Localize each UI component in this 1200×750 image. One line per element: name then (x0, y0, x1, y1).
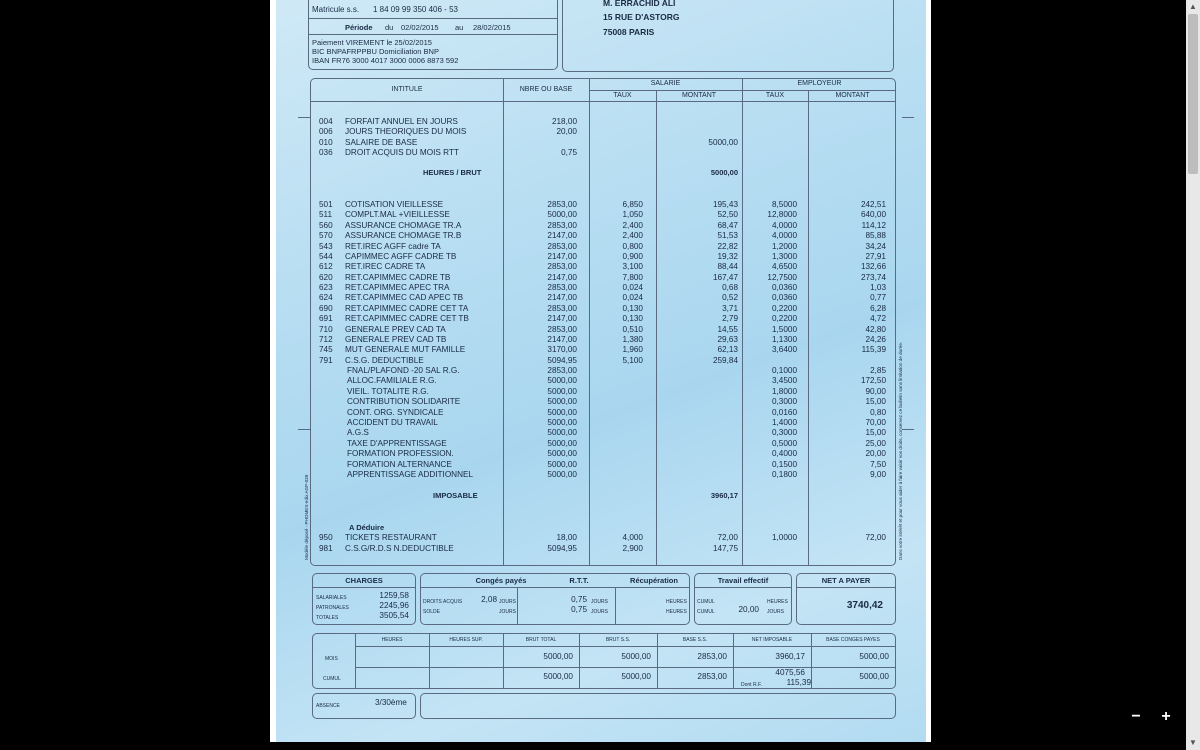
row-code: 036 (319, 148, 333, 158)
travail-divider (695, 587, 791, 588)
row-base: 2147,00 (547, 272, 577, 282)
row-em: 9,00 (870, 469, 886, 479)
row-st: 2,400 (622, 231, 643, 241)
row-base: 20,00 (556, 127, 577, 137)
row-label: TAXE D'APPRENTISSAGE (347, 438, 447, 448)
cumuls-mois-value: 2853,00 (697, 652, 727, 661)
row-code: 624 (319, 293, 333, 303)
row-base: 2853,00 (547, 324, 577, 334)
col-divider-base (589, 79, 590, 565)
row-em: 640,00 (860, 210, 886, 220)
row-st: 1,960 (622, 345, 643, 355)
brut-label: HEURES / BRUT (423, 168, 482, 177)
row-code: 511 (319, 210, 333, 220)
row-sm: 195,43 (712, 200, 738, 209)
row-label: ALLOC.FAMILIALE R.G. (347, 376, 437, 386)
row-sm: 88,44 (717, 262, 738, 272)
row-base: 2853,00 (547, 366, 577, 376)
cumuls-box (312, 633, 896, 689)
row-st: 1,380 (622, 334, 643, 344)
row-sm: 62,13 (717, 345, 738, 355)
row-base: 2853,00 (547, 262, 577, 272)
row-em: 2,85 (870, 366, 886, 376)
row-label: JOURS THEORIQUES DU MOIS (345, 127, 467, 137)
cumuls-mois-value: 5000,00 (621, 652, 651, 661)
charges-title: CHARGES (345, 576, 383, 585)
row-et: 0,5000 (771, 438, 797, 448)
row-em: 90,00 (865, 386, 886, 396)
row-label: CONT. ORG. SYNDICALE (347, 407, 444, 417)
row-sm: 68,47 (717, 220, 738, 230)
row-sm: 29,63 (717, 334, 738, 344)
cumuls-header: NET IMPOSABLE (751, 637, 793, 643)
row-st: 3,100 (622, 262, 643, 272)
row-et: 0,3000 (771, 397, 797, 407)
row-label: CONTRIBUTION SOLIDARITE (347, 397, 461, 407)
cumuls-header: HEURES SUP. (449, 637, 483, 643)
row-em: 242,51 (860, 200, 886, 209)
recup-heures-2: HEURES (666, 609, 687, 615)
row-label: RET.CAPIMMEC CADRE TB (345, 272, 451, 282)
employee-city: 75008 PARIS (603, 27, 655, 37)
header-row-line (311, 101, 895, 102)
row-code: 791 (319, 355, 333, 365)
fold-mark-left-2 (298, 429, 310, 430)
row-label: RET.CAPIMMEC APEC TRA (345, 283, 450, 293)
row-base: 5000,00 (547, 386, 577, 396)
row-et: 8,5000 (771, 200, 797, 209)
row-em: 72,00 (865, 533, 886, 542)
row-code: 745 (319, 345, 333, 355)
fold-mark-right-1 (902, 117, 914, 118)
row-st: 0,024 (622, 283, 643, 293)
a-deduire-label: A Déduire (349, 523, 385, 532)
row-label: TICKETS RESTAURANT (345, 533, 437, 542)
employee-address-box (562, 0, 894, 72)
row-em: 70,00 (865, 417, 886, 427)
row-base: 0,75 (561, 148, 577, 158)
row-sm: 14,55 (717, 324, 738, 334)
row-label: FORMATION ALTERNANCE (347, 459, 452, 469)
row-sm: 167,47 (712, 272, 738, 282)
cumuls-header: HEURES (381, 637, 403, 643)
bic-line: BIC BNPAFRPPBU Domiciliation BNP (312, 47, 439, 56)
col-employeur-montant: MONTANT (835, 92, 870, 99)
col-salarie-taux: TAUX (613, 92, 632, 99)
row-code: 981 (319, 543, 333, 553)
row-label: APPRENTISSAGE ADDITIONNEL (347, 469, 474, 479)
row-et: 1,1300 (771, 334, 797, 344)
cumuls-mid-line (355, 667, 895, 668)
row-code: 570 (319, 231, 333, 241)
row-et: 3,6400 (771, 345, 797, 355)
row-em: 1,03 (870, 283, 886, 293)
col-salarie: SALARIE (650, 80, 681, 87)
row-et: 0,4000 (771, 449, 797, 459)
row-st: 1,050 (622, 210, 643, 220)
conges-box (420, 573, 690, 625)
cumuls-cumul-value: 5000,00 (543, 672, 573, 681)
row-label: ACCIDENT DU TRAVAIL (347, 417, 438, 427)
row-sm: 0,68 (722, 283, 738, 293)
row-et: 4,0000 (771, 231, 797, 241)
col-divider-intitule (503, 79, 504, 565)
row-label: CAPIMMEC AGFF CADRE TB (345, 251, 457, 261)
row-base: 5000,00 (547, 407, 577, 417)
row-code: 623 (319, 283, 333, 293)
row-em: 7,50 (870, 459, 886, 469)
legal-notice: Dans votre intérêt et pour vous aider à faire valoir vos droits, conservez ce bulletin sans limitation de durée. (898, 341, 903, 560)
cumul-label: CUMUL (323, 676, 341, 682)
row-et: 0,0360 (771, 283, 797, 293)
row-et: 1,2000 (771, 241, 797, 251)
row-base: 5000,00 (547, 469, 577, 479)
row-base: 5000,00 (547, 428, 577, 438)
page-sheet (270, 0, 931, 742)
row-em: 6,28 (870, 303, 886, 313)
droits-acquis-label: DROITS ACQUIS (423, 599, 463, 605)
row-code: 010 (319, 137, 333, 147)
cumuls-header-line (355, 646, 895, 647)
brut-value: 5000,00 (710, 168, 738, 177)
row-em: 132,66 (860, 262, 886, 272)
row-code: 690 (319, 303, 333, 313)
absence-box (312, 693, 416, 719)
row-base: 5000,00 (547, 210, 577, 220)
cp-jours-2: JOURS (499, 609, 516, 615)
row-em: 42,80 (865, 324, 886, 334)
net-title: NET A PAYER (821, 576, 871, 585)
header-info-box (308, 0, 558, 70)
row-et: 3,4500 (771, 376, 797, 386)
row-et: 1,4000 (771, 417, 797, 427)
row-label: RET.IREC CADRE TA (345, 262, 426, 272)
net-divider (797, 587, 895, 588)
row-label: VIEIL. TOTALITE R.G. (347, 386, 429, 396)
solde-label: SOLDE (423, 609, 440, 615)
row-et: 0,0160 (771, 407, 797, 417)
row-st: 0,024 (622, 293, 643, 303)
row-code: 712 (319, 334, 333, 344)
row-label: MUT GENERALE MUT FAMILLE (345, 345, 466, 355)
recup-heures-1: HEURES (666, 599, 687, 605)
charges-box (312, 573, 416, 625)
row-et: 12,8000 (767, 210, 797, 220)
header-divider-2 (309, 34, 557, 35)
row-code: 691 (319, 314, 333, 324)
row-et: 0,1800 (771, 469, 797, 479)
row-label: FORFAIT ANNUEL EN JOURS (345, 117, 458, 126)
travail-title: Travail effectif (717, 576, 769, 585)
row-base: 5000,00 (547, 376, 577, 386)
row-et: 0,0360 (771, 293, 797, 303)
row-code: 612 (319, 262, 333, 272)
absence-value: 3/30ème (375, 698, 407, 707)
row-label: A.G.S (347, 428, 369, 438)
rtt-jours-1: JOURS (591, 599, 608, 605)
row-st: 0,130 (622, 303, 643, 313)
row-label: COMPLT.MAL +VIEILLESSE (345, 210, 450, 220)
row-label: FNAL/PLAFOND -20 SAL R.G. (347, 366, 460, 376)
cumuls-header: BRUT S.S. (605, 637, 631, 643)
row-em: 115,39 (861, 345, 886, 355)
cumuls-header: BRUT TOTAL (525, 637, 557, 643)
row-base: 218,00 (551, 117, 577, 126)
row-et: 0,3000 (771, 428, 797, 438)
row-base: 5094,95 (547, 355, 577, 365)
conges-divider (421, 587, 689, 588)
row-sm: 19,32 (717, 251, 738, 261)
row-em: 15,00 (865, 397, 886, 407)
row-em: 0,77 (870, 293, 886, 303)
row-sm: 52,50 (717, 210, 738, 220)
row-base: 2853,00 (547, 241, 577, 251)
row-em: 24,26 (865, 334, 886, 344)
row-em: 15,00 (865, 428, 886, 438)
row-label: DROIT ACQUIS DU MOIS RTT (345, 148, 459, 158)
row-sm: 259,84 (712, 355, 738, 365)
row-label: COTISATION VIEILLESSE (345, 200, 444, 209)
row-em: 114,12 (861, 220, 886, 230)
row-et: 0,1000 (771, 366, 797, 376)
salariales-label: SALARIALES (316, 595, 347, 601)
conges-title: Congés payés (475, 576, 527, 585)
cumuls-cumul-value: 5000,00 (859, 672, 889, 681)
row-code: 560 (319, 220, 333, 230)
row-st: 2,400 (622, 220, 643, 230)
totales-value: 3505,54 (379, 611, 409, 620)
conges-col-1 (517, 587, 518, 624)
dont-rf-label: Dont R.F. (741, 682, 762, 688)
matricule-value: 1 84 09 99 350 406 - 53 (373, 5, 458, 14)
net-value: 3740,42 (846, 600, 883, 611)
row-label: RET.IREC AGFF cadre TA (345, 241, 441, 251)
row-st: 0,800 (622, 241, 643, 251)
row-st: 6,850 (622, 200, 643, 209)
cumuls-mois-value: 5000,00 (859, 652, 889, 661)
fold-mark-left-1 (298, 117, 310, 118)
row-code: 620 (319, 272, 333, 282)
scroll-down-arrow-icon[interactable]: ▼ (1189, 738, 1197, 747)
travail-effectif-box (694, 573, 792, 625)
row-code: 543 (319, 241, 333, 251)
row-em: 273,74 (860, 272, 886, 282)
row-label: RET.CAPIMMEC CADRE CET TB (345, 314, 469, 324)
row-et: 4,6500 (771, 262, 797, 272)
col-divider-salarie (742, 79, 743, 565)
row-base: 2147,00 (547, 334, 577, 344)
recup-title: Récupération (630, 576, 678, 585)
matricule-label: Matricule s.s. (312, 5, 360, 14)
net-a-payer-box (796, 573, 896, 625)
row-base: 2147,00 (547, 293, 577, 303)
row-code: 710 (319, 324, 333, 334)
row-base: 18,00 (556, 533, 577, 542)
periode-label: Période (345, 23, 373, 32)
cumuls-cumul-value: 4075,56 (775, 668, 805, 677)
row-em: 27,91 (865, 251, 886, 261)
paiement-line: Paiement VIREMENT le 25/02/2015 (312, 38, 432, 47)
imposable-value: 3960,17 (710, 491, 738, 500)
periode-au: au (455, 23, 464, 32)
travail-cumul-2: CUMUL (697, 609, 715, 615)
row-et: 1,5000 (771, 324, 797, 334)
cumuls-mois-value: 5000,00 (543, 652, 573, 661)
conges-col-2 (615, 587, 616, 624)
row-sm: 3,71 (722, 303, 738, 313)
row-st: 5,100 (622, 355, 643, 365)
salariales-value: 1259,58 (379, 591, 409, 600)
row-base: 5000,00 (547, 397, 577, 407)
rtt-value-2: 0,75 (571, 605, 587, 614)
row-base: 2147,00 (547, 251, 577, 261)
row-em: 4,72 (870, 314, 886, 324)
col-nbre: NBRE OU BASE (519, 86, 573, 93)
row-et: 1,3000 (771, 251, 797, 261)
row-et: 12,7500 (767, 272, 797, 282)
scroll-up-arrow-icon[interactable]: ▲ (1189, 2, 1197, 11)
travail-heures: HEURES (767, 599, 788, 605)
travail-jours: JOURS (767, 609, 784, 615)
row-base: 2853,00 (547, 200, 577, 209)
row-label: GENERALE PREV CAD TA (345, 324, 446, 334)
totales-label: TOTALES (316, 615, 339, 621)
periode-from: 02/02/2015 (401, 23, 439, 32)
row-base: 2147,00 (547, 231, 577, 241)
patronales-label: PATRONALES (316, 605, 349, 611)
row-base: 2853,00 (547, 283, 577, 293)
travail-cumul-1: CUMUL (697, 599, 715, 605)
col-employeur-taux: TAUX (765, 92, 785, 99)
periode-du: du (385, 23, 394, 32)
row-base: 5094,95 (547, 543, 577, 553)
row-em: 0,80 (870, 407, 886, 417)
row-sm: 5000,00 (708, 137, 738, 147)
row-code: 006 (319, 127, 333, 137)
cumuls-label-divider (355, 634, 356, 688)
header-divider (309, 18, 557, 19)
scroll-thumb[interactable] (1188, 14, 1198, 174)
mois-label: MOIS (325, 656, 338, 662)
row-st: 0,900 (622, 251, 643, 261)
periode-to: 28/02/2015 (473, 23, 511, 32)
row-base: 5000,00 (547, 438, 577, 448)
row-label: RET.CAPIMMEC CAD APEC TB (345, 293, 464, 303)
row-label: C.S.G. DEDUCTIBLE (345, 355, 424, 365)
row-em: 85,88 (865, 231, 886, 241)
row-sm: 147,75 (712, 543, 738, 553)
cp-value: 2,08 (481, 595, 497, 604)
row-label: SALAIRE DE BASE (345, 137, 418, 147)
vertical-scrollbar[interactable] (1186, 0, 1200, 750)
row-et: 1,8000 (771, 386, 797, 396)
row-label: RET.CAPIMMEC CADRE CET TA (345, 303, 469, 313)
row-base: 5000,00 (547, 417, 577, 427)
row-label: C.S.G/R.D.S N.DEDUCTIBLE (345, 543, 454, 553)
travail-value: 20,00 (738, 605, 759, 614)
iban-line: IBAN FR76 3000 4017 3000 0006 8873 592 (312, 56, 459, 65)
row-code: 950 (319, 533, 333, 542)
row-sm: 51,53 (717, 231, 738, 241)
dont-rf-value: 115,39 (786, 678, 811, 687)
row-sm: 0,52 (722, 293, 738, 303)
row-sm: 72,00 (717, 533, 738, 542)
row-base: 5000,00 (547, 459, 577, 469)
row-em: 172,50 (860, 376, 886, 386)
employee-name: M. ERRACHID ALI (603, 0, 676, 8)
patronales-value: 2245,96 (379, 601, 409, 610)
row-base: 3170,00 (547, 345, 577, 355)
row-base: 2147,00 (547, 314, 577, 324)
row-code: 501 (319, 200, 333, 209)
row-st: 0,510 (622, 324, 643, 334)
row-et: 1,0000 (771, 533, 797, 542)
row-base: 5000,00 (547, 449, 577, 459)
col-employeur: EMPLOYEUR (797, 80, 842, 87)
row-code: 004 (319, 117, 333, 126)
imposable-label: IMPOSABLE (433, 491, 478, 500)
zoom-in-button[interactable]: + (1161, 708, 1171, 725)
cumuls-mois-value: 3960,17 (775, 652, 805, 661)
row-et: 0,2200 (771, 303, 797, 313)
main-table (310, 78, 896, 566)
employee-street: 15 RUE D'ASTORG (603, 12, 680, 22)
row-em: 25,00 (865, 438, 886, 448)
col-intitule: INTITULE (391, 86, 423, 93)
row-base: 2853,00 (547, 220, 577, 230)
row-code: 544 (319, 251, 333, 261)
cumuls-cumul-value: 2853,00 (697, 672, 727, 681)
col-salarie-montant: MONTANT (681, 92, 717, 99)
cumuls-cumul-value: 5000,00 (621, 672, 651, 681)
row-st: 4,000 (622, 533, 643, 542)
cumuls-header: BASE S.S. (682, 637, 708, 643)
header-subline (589, 90, 895, 91)
rtt-title: R.T.T. (569, 576, 589, 585)
row-label: GENERALE PREV CAD TB (345, 334, 447, 344)
cumuls-header: BASE CONGES PAYES (826, 637, 880, 643)
row-label: ASSURANCE CHOMAGE TR.B (345, 231, 462, 241)
row-sm: 22,82 (717, 241, 738, 251)
row-base: 2853,00 (547, 303, 577, 313)
row-em: 34,24 (865, 241, 886, 251)
col-divider-emp-taux (808, 91, 809, 565)
row-label: ASSURANCE CHOMAGE TR.A (345, 220, 462, 230)
rtt-value-1: 0,75 (571, 595, 587, 604)
row-label: FORMATION PROFESSION. (347, 449, 454, 459)
row-em: 20,00 (865, 449, 886, 459)
row-et: 0,2200 (771, 314, 797, 324)
charges-divider (313, 587, 415, 588)
absence-label: ABSENCE (316, 703, 340, 709)
rtt-jours-2: JOURS (591, 609, 608, 615)
row-et: 0,1500 (771, 459, 797, 469)
zoom-out-button[interactable]: − (1131, 708, 1141, 725)
comment-box (420, 693, 896, 719)
cp-jours: JOURS (499, 599, 516, 605)
row-st: 7,800 (622, 272, 643, 282)
row-sm: 2,79 (722, 314, 738, 324)
payslip: Matricule s.s. 1 84 09 99 350 406 - 53 Période du 02/02/2015 au 28/02/2015 Paiement VIREMENT le 25/02/2015 BIC BNPAFRPPBU Domiciliation BNP IBAN FR76 3000 4017 3000 0006 8873 592 M. ERRACHID ALI 15 RUE D'ASTORG 75008 PARIS INTITULE NBRE OU BASE SALARIE EMPLOYEUR TAUX MONTANT TAUX MONTANT 004 FORFAIT ANNUEL EN JOURS 218,00 006 JOURS THEORIQUES DU MOIS 20,00 010 SALAIRE DE BASE 5000,00 036 DROIT ACQUIS DU MOIS RTT 0,75 501 COTISATION VIEILLESSE 2853,00 6,850 195,43 8,5000 242,51 511 COMPLT.MAL +VIEILLESSE 5000,00 1,050 52,50 12,8000 640,00 560 ASSURANCE CHOMAGE TR.A 2853,00 2,400 68,47 4,0000 114,12 570 ASSURANCE CHOMAGE TR.B 2147,00 2,400 51,53 4,0000 85,88 543 RET.IREC AGFF cadre TA 2853,00 0,800 22,82 1,2000 34,24 544 CAPIMMEC AGFF CADRE TB 2147,00 0,900 19,32 1,3000 27,91 612 RET.IREC CADRE TA 2853,00 3,100 88,44 4,6500 132,66 620 RET.CAPIMMEC CADRE TB 2147,00 7,800 167,47 12,7500 273,74 623 RET.CAPIMMEC APEC TRA 2853,00 0,024 0,68 0,0360 1,03 624 RET.CAPIMMEC CAD APEC TB 2147,00 0,024 0,52 0,0360 0,77 690 RET.CAPIMMEC CADRE CET TA 2853,00 0,130 3,71 0,2200 6,28 691 RET.CAPIMMEC CADRE CET TB 2147,00 0,130 2,79 0,2200 4,72 710 GENERALE PREV CAD TA 2853,00 0,510 14,55 1,5000 42,80 712 GENERALE PREV CAD TB 2147,00 1,380 29,63 1,1300 24,26 745 MUT GENERALE MUT FAMILLE 3170,00 1,960 62,13 3,6400 115,39 791 C.S.G. DEDUCTIBLE 5094,95 5,100 259,84 FNAL/PLAFOND -20 SAL R.G. 2853,00 0,1000 2,85 ALLOC.FAMILIALE R.G. 5000,00 3,4500 172,50 VIEIL. TOTALITE R.G. 5000,00 1,8000 90,00 CONTRIBUTION SOLIDARITE 5000,00 0,3000 15,00 CONT. ORG. SYNDICALE 5000,00 0,0160 0,80 ACCIDENT DU TRAVAIL 5000,00 1,4000 70,00 A.G.S 5000,00 0,3000 15,00 TAXE D'APPRENTISSAGE 5000,00 0,5000 25,00 FORMATION PROFESSION. 5000,00 0,4000 20,00 FORMATION ALTERNANCE 5000,00 0,1500 7,50 APPRENTISSAGE ADDITIONNEL 5000,00 0,1800 9,00 950 TICKETS RESTAURANT 18,00 4,000 72,00 1,0000 72,00 981 C.S.G/R.D.S N.DEDUCTIBLE 5094,95 2,900 147,75 HEURES / BRUT 5000,00 IMPOSABLE 3960,17 A Déduire Dans votre intérêt et pour vous aider à faire valoir vos droits, conservez ce bulletin sans limitation de durée. Modèle déposé - PHOMES-edix AGP-039 CHARGES SALARIALES 1259,58 PATRONALES 2245,96 TOTALES 3505,54 Congés payés R.T.T. Récupération DROITS ACQUIS SOLDE 2,08 JOURS JOURS 0,75 0,75 JOURS JOURS HEURES HEURES Travail effectif CUMUL CUMUL 20,00 HEURES JOURS NET A PAYER 3740,42 HEURES HEURES SUP. BRUT TOTAL 5000,00 5000,00 BRUT S.S. 5000,00 5000,00 BASE S.S. 2853,00 2853,00 NET IMPOSABLE 3960,17 4075,56 BASE CONGES PAYES 5000,00 5000,00 MOIS CUMUL Dont R.F. 115,39 ABSENCE 3/30ème (276, 0, 926, 742)
row-st: 0,130 (622, 314, 643, 324)
row-st: 2,900 (622, 543, 643, 553)
row-et: 4,0000 (771, 220, 797, 230)
